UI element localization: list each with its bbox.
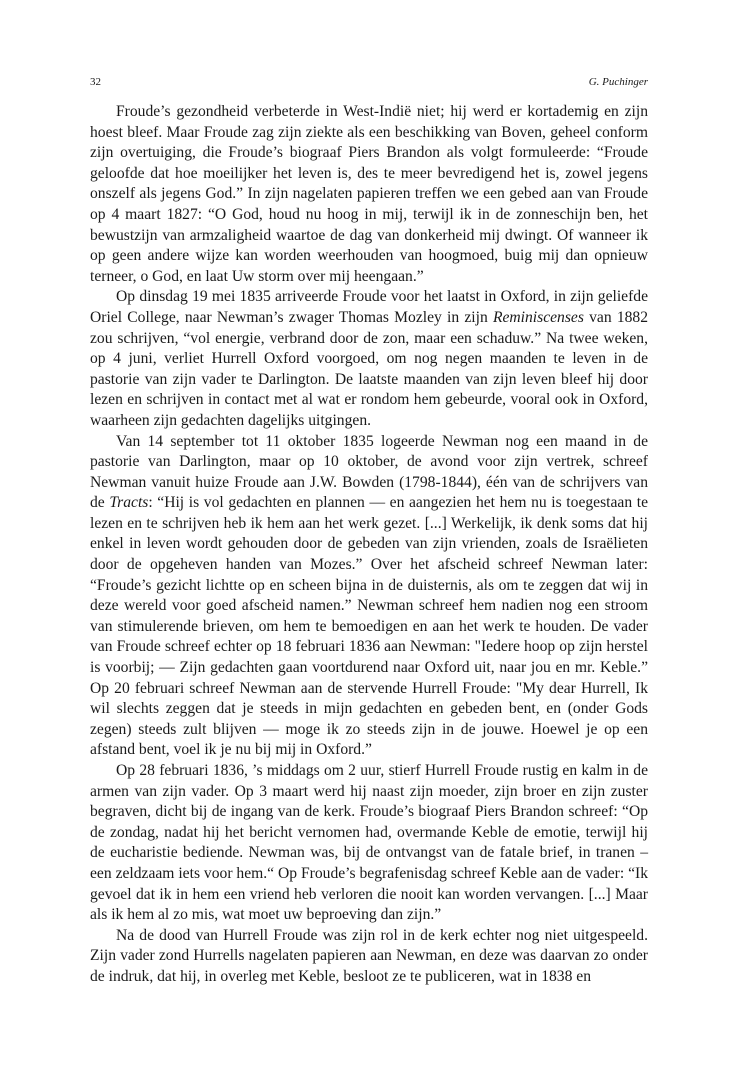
italic-title-reminiscenses: Reminiscenses (492, 308, 584, 326)
paragraph-4: Op 28 februari 1836, ’s middags om 2 uur, stierf Hurrell Froude rustig en kalm in de armen van zijn vader. Op 3 maart werd hij naast zijn moeder, zijn broer en zijn zuster begraven, dicht bij de ingang van de kerk. Froude’s biograaf Piers Brandon schreef: “Op de zondag, nadat hij het bericht vernomen had, overmande Keble de emotie, terwijl hij de eucharistie bediende. Newman was, bij de ontvangst van de fatale brief, in tranen – een zeldzaam iets voor hem.“ Op Froude’s begrafenisdag schreef Keble aan de vader: “Ik gevoel dat ik in hem een vriend heb verloren die nooit kan worden vervangen. [...] Maar als ik hem al zo mis, wat moet uw beproeving dan zijn.” (90, 762, 648, 924)
paragraph-2: Op dinsdag 19 mei 1835 arriveerde Froude voor het laatst in Oxford, in zijn geliefde Oriel College, naar Newman’s zwager Thomas Mozley in zijn Reminiscenses van 1882 zou schrijven, “vol energie, verbrand door de zon, maar een schaduw.” Na twee weken, op 4 juni, verliet Hurrell Oxford voorgoed, om nog negen maanden te leven in de pastorie van zijn vader te Darlington. De laatste maanden van zijn leven bleef hij door lezen en schrijven in contact met al wat er rondom hem gebeurde, vooral ook in Oxford, waarheen zijn gedachten dagelijks uitgingen. (90, 288, 649, 429)
body-text (90, 102, 648, 988)
running-head-author: G. Puchinger (588, 76, 648, 88)
paragraph-3: Van 14 september tot 11 oktober 1835 logeerde Newman nog een maand in de pastorie van Darlington, maar op 10 oktober, de avond voor zijn vertrek, schreef Newman vanuit huize Froude aan J.W. Bowden (1798-1844), één van de schrijvers van de Tracts: “Hij is vol gedachten en plannen — en aangezien het hem nu is toegestaan te lezen en te schrijven heb ik hem aan het werk gezet. [...] Werkelijk, ik denk soms dat hij enkel in leven wordt gehouden door de gebeden van zijn vrienden, zoals de Israëlieten door de opgeheven handen van Mozes.” Over het afscheid schreef Newman later: “Froude’s gezicht lichtte op en scheen bijna in de duisternis, als om te zeggen dat wij in deze wereld voor goed afscheid namen.” Newman schreef hem nadien nog een stroom van stimulerende brieven, om hem te bemoedigen en aan het werk te houden. De vader van Froude schreef echter op 18 februari 1836 aan Newman: "Iedere hoop op zijn herstel is voorbij; — Zijn gedachten gaan voortdurend naar Oxford uit, naar jou en mr. Keble.” Op 20 februari schreef Newman aan de stervende Hurrell Froude: "My dear Hurrell, Ik wil slechts zeggen dat je steeds in mijn gedachten en gebeden bent, en (onder Gods zegen) steeds zult blijven — moge ik zo steeds zijn in de jouwe. Hoewel je op een afstand bent, voel ik je nu bij mij in Oxford.” (90, 432, 648, 759)
italic-title-tracts: Tracts (109, 494, 149, 512)
page-number: 32 (90, 76, 101, 88)
paragraph-1: Froude’s gezondheid verbeterde in West-Indië niet; hij werd er kortademig en zijn hoest bleef. Maar Froude zag zijn ziekte als een beschikking van Boven, geheel conform zijn overtuiging, die Froude’s biograaf Piers Brandon als volgt formuleerde: “Froude geloofde dat hoe moeilijker het leven is, des te meer bevredigend het is, zowel jegens onszelf als jegens God.” In zijn nagelaten papieren treffen we een gebed aan van Froude op 4 maart 1827: “O God, houd nu hoog in mij, terwijl ik in de zonneschijn ben, het bewustzijn van armzaligheid waartoe de dag van donkerheid mij dwingt. Of wanneer ik op geen andere wijze kan worden weerhouden van hoogmoed, buig mij dan opnieuw terneer, o God, en laat Uw storm over mij heengaan.” (90, 103, 648, 285)
paragraph-5: Na de dood van Hurrell Froude was zijn rol in de kerk echter nog niet uitgespeeld. Zijn vader zond Hurrells nagelaten papieren aan Newman, en deze was daarvan zo onder de indruk, dat hij, in overleg met Keble, besloot ze te publiceren, wat in 1838 en (90, 926, 648, 985)
running-head (90, 76, 648, 92)
